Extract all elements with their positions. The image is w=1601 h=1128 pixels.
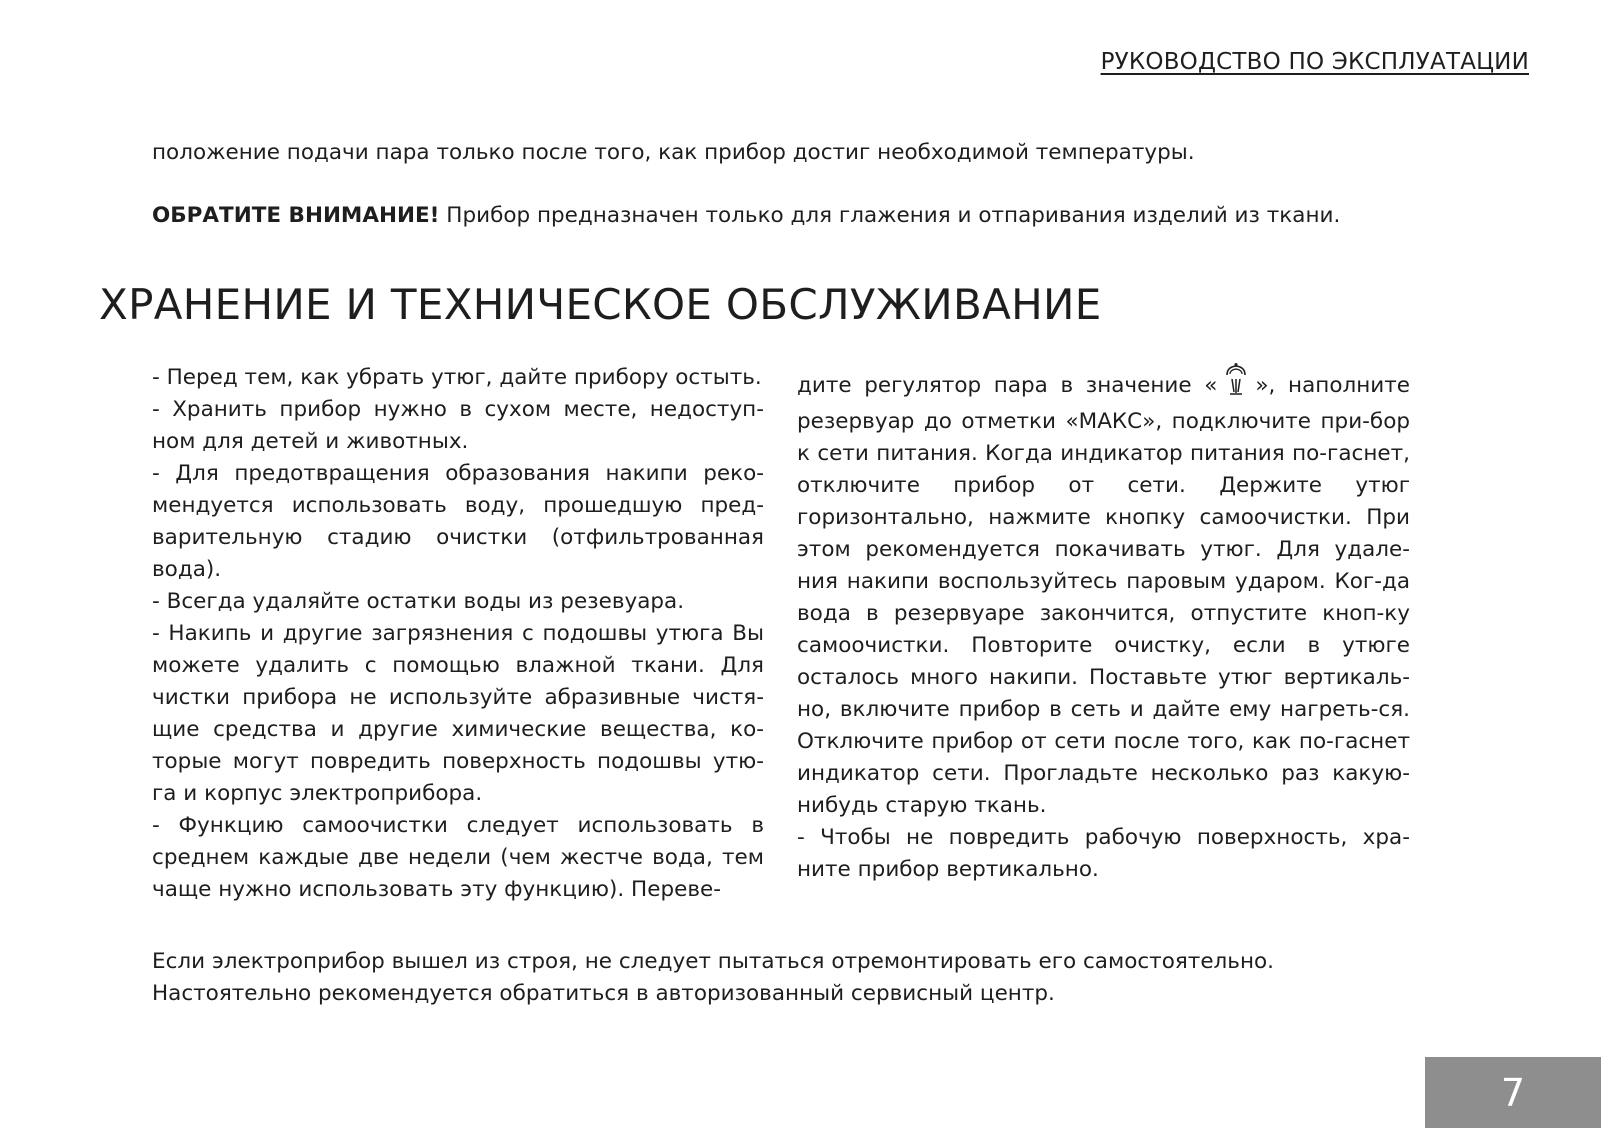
note-paragraph bbox=[152, 200, 1452, 232]
left-column bbox=[152, 362, 764, 906]
list-item: - Для предотвращения образования накипи реко-мендуется использовать воду, прошедшую пред-варительную стадию очистки (отфильтрованная вода). bbox=[152, 461, 764, 582]
page-number: 7 bbox=[1500, 1070, 1526, 1115]
self-clean-text-rest: », наполните резервуар до отметки «МАКС», подключите при-бор к сети питания. Когда индикатор питания по-гаснет, отключите прибор от сети. Держите утюг горизонтально, нажмите кнопку самоочистки. При этом рекомендуется покачивать утюг. Для удале-ния накипи воспользуйтесь паровым ударом. Ког-да вода в резервуаре закончится, отпустите кноп-ку самоочистки. Повторите очистку, если в утюге осталось много накипи. Поставьте утюг вертикаль-но, включите прибор в сеть и дайте ему нагреть-ся. Отключите прибор от сети после того, как по-гаснет индикатор сети. Прогладьте несколько раз какую-нибудь старую ткань. bbox=[797, 373, 1410, 818]
list-item: - Накипь и другие загрязнения с подошвы утюга Вы можете удалить с помощью влажной ткани. Для чистки прибора не используйте абразивные чистя-щие средства и другие химические вещества, ко-торые могут повредить поверхность подошвы утю-га и корпус электроприбора. bbox=[152, 621, 764, 806]
list-item: - Функцию самоочистки следует использовать в среднем каждые две недели (чем жестче вода, тем чаще нужно использовать эту функцию). Переве- bbox=[152, 813, 764, 902]
service-line-1: Если электроприбор вышел из строя, не следует пытаться отремонтировать его самостоятельно. bbox=[152, 949, 1274, 974]
intro-paragraph: положение подачи пара только после того, как прибор достиг необходимой температуры. bbox=[152, 140, 1195, 165]
list-item: - Хранить прибор нужно в сухом месте, недоступ-ном для детей и животных. bbox=[152, 397, 764, 454]
service-line-2: Настоятельно рекомендуется обратиться в авторизованный сервисный центр. bbox=[152, 981, 1055, 1006]
document-header-title: РУКОВОДСТВО ПО ЭКСПЛУАТАЦИИ bbox=[1100, 49, 1529, 75]
section-title: ХРАНЕНИЕ И ТЕХНИЧЕСКОЕ ОБСЛУЖИВАНИЕ bbox=[99, 280, 1102, 329]
steam-self-clean-icon bbox=[1221, 362, 1251, 406]
right-column bbox=[797, 362, 1410, 886]
self-clean-text-start: дите регулятор пара в значение « bbox=[797, 373, 1218, 398]
note-label: ОБРАТИТЕ ВНИМАНИЕ! bbox=[152, 203, 440, 228]
list-item: - Перед тем, как убрать утюг, дайте прибору остыть. bbox=[152, 365, 762, 390]
list-item: - Чтобы не повредить рабочую поверхность, хра-ните прибор вертикально. bbox=[797, 825, 1410, 882]
note-text: Прибор предназначен только для глажения и отпаривания изделий из ткани. bbox=[439, 203, 1341, 228]
list-item: - Всегда удаляйте остатки воды из резевуара. bbox=[152, 589, 685, 614]
page-number-box bbox=[1425, 1057, 1601, 1128]
service-paragraph bbox=[152, 946, 1452, 1010]
self-clean-paragraph bbox=[797, 362, 1410, 822]
